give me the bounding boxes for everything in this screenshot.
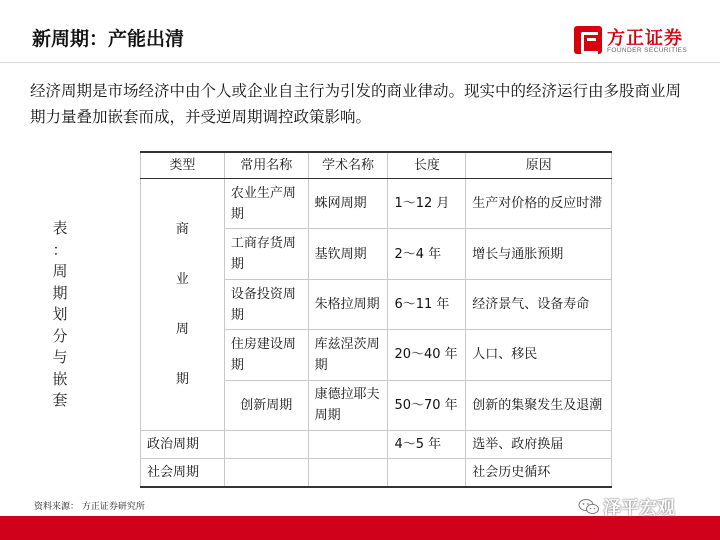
length-cell: 6～11 年 [388,279,466,329]
academic-name-cell [308,431,388,459]
reason-cell: 创新的集聚发生及退潮 [466,380,612,430]
academic-name-cell: 库兹涅茨周期 [308,330,388,380]
reason-cell: 生产对价格的反应时滞 [466,179,612,229]
intro-paragraph: 经济周期是市场经济中由个人或企业自主行为引发的商业律动。现实中的经济运行由多股商业周期力量叠加嵌套而成，并受逆周期调控政策影响。 [30,82,682,126]
reason-cell: 社会历史循环 [466,459,612,488]
reason-cell: 人口、移民 [466,330,612,380]
length-cell: 50～70 年 [388,380,466,430]
founder-logo-icon [574,26,602,54]
academic-name-cell: 朱格拉周期 [308,279,388,329]
caption-char: 期 [52,283,68,302]
caption-char: 嵌 [52,369,68,388]
header-reason: 原因 [466,152,612,179]
academic-name-cell [308,459,388,488]
common-name-cell: 创新周期 [224,380,308,430]
table-caption-vertical [48,218,72,412]
source-note: 资料来源： 方正证券研究所 [34,502,145,512]
type-char: 商 [175,221,189,237]
type-char: 业 [175,271,189,287]
slide-title: 新周期：产能出清 [32,28,185,50]
length-cell: 2～4 年 [388,229,466,279]
header-type: 类型 [141,152,225,179]
length-cell: 20～40 年 [388,330,466,380]
caption-char: 划 [52,305,68,323]
type-char: 周 [175,321,189,337]
logo-english-text: FOUNDER SECURITIES [607,47,688,54]
caption-char: 周 [52,262,68,280]
header-common-name: 常用名称 [224,152,308,179]
table-row-politics [141,431,612,459]
table-row [141,179,612,229]
common-name-cell: 住房建设周期 [224,330,308,380]
reason-cell: 经济景气、设备寿命 [466,279,612,329]
wechat-watermark: 泽平宏观 [603,498,675,519]
wechat-icon [578,498,600,516]
academic-name-cell: 基钦周期 [308,229,388,279]
caption-char: 表 [52,219,68,237]
table-row-society [141,459,612,488]
common-name-cell: 工商存货周期 [224,229,308,279]
header-academic-name: 学术名称 [308,152,388,179]
reason-cell: 选举、政府换届 [466,431,612,459]
common-name-cell [224,431,308,459]
type-char: 期 [175,371,189,387]
caption-char: 与 [52,348,68,366]
table-header-row [141,152,612,179]
common-name-cell: 设备投资周期 [224,279,308,329]
caption-char: 套 [52,391,68,409]
length-cell [388,459,466,488]
academic-name-cell: 康德拉耶夫周期 [308,380,388,430]
academic-name-cell: 蛛网周期 [308,179,388,229]
length-cell: 1～12 月 [388,179,466,229]
logo-chinese-text: 方正证券 [607,28,683,49]
title-divider [0,62,720,63]
common-name-cell [224,459,308,488]
business-cycle-type-cell [141,179,225,431]
society-type-cell: 社会周期 [141,459,225,488]
caption-char: 分 [52,326,68,345]
politics-type-cell: 政治周期 [141,431,225,459]
header-length: 长度 [388,152,466,179]
length-cell: 4～5 年 [388,431,466,459]
cycle-classification-table [140,151,612,488]
common-name-cell: 农业生产周期 [224,179,308,229]
founder-securities-logo [574,22,698,60]
caption-char: ： [52,240,68,259]
reason-cell: 增长与通胀预期 [466,229,612,279]
